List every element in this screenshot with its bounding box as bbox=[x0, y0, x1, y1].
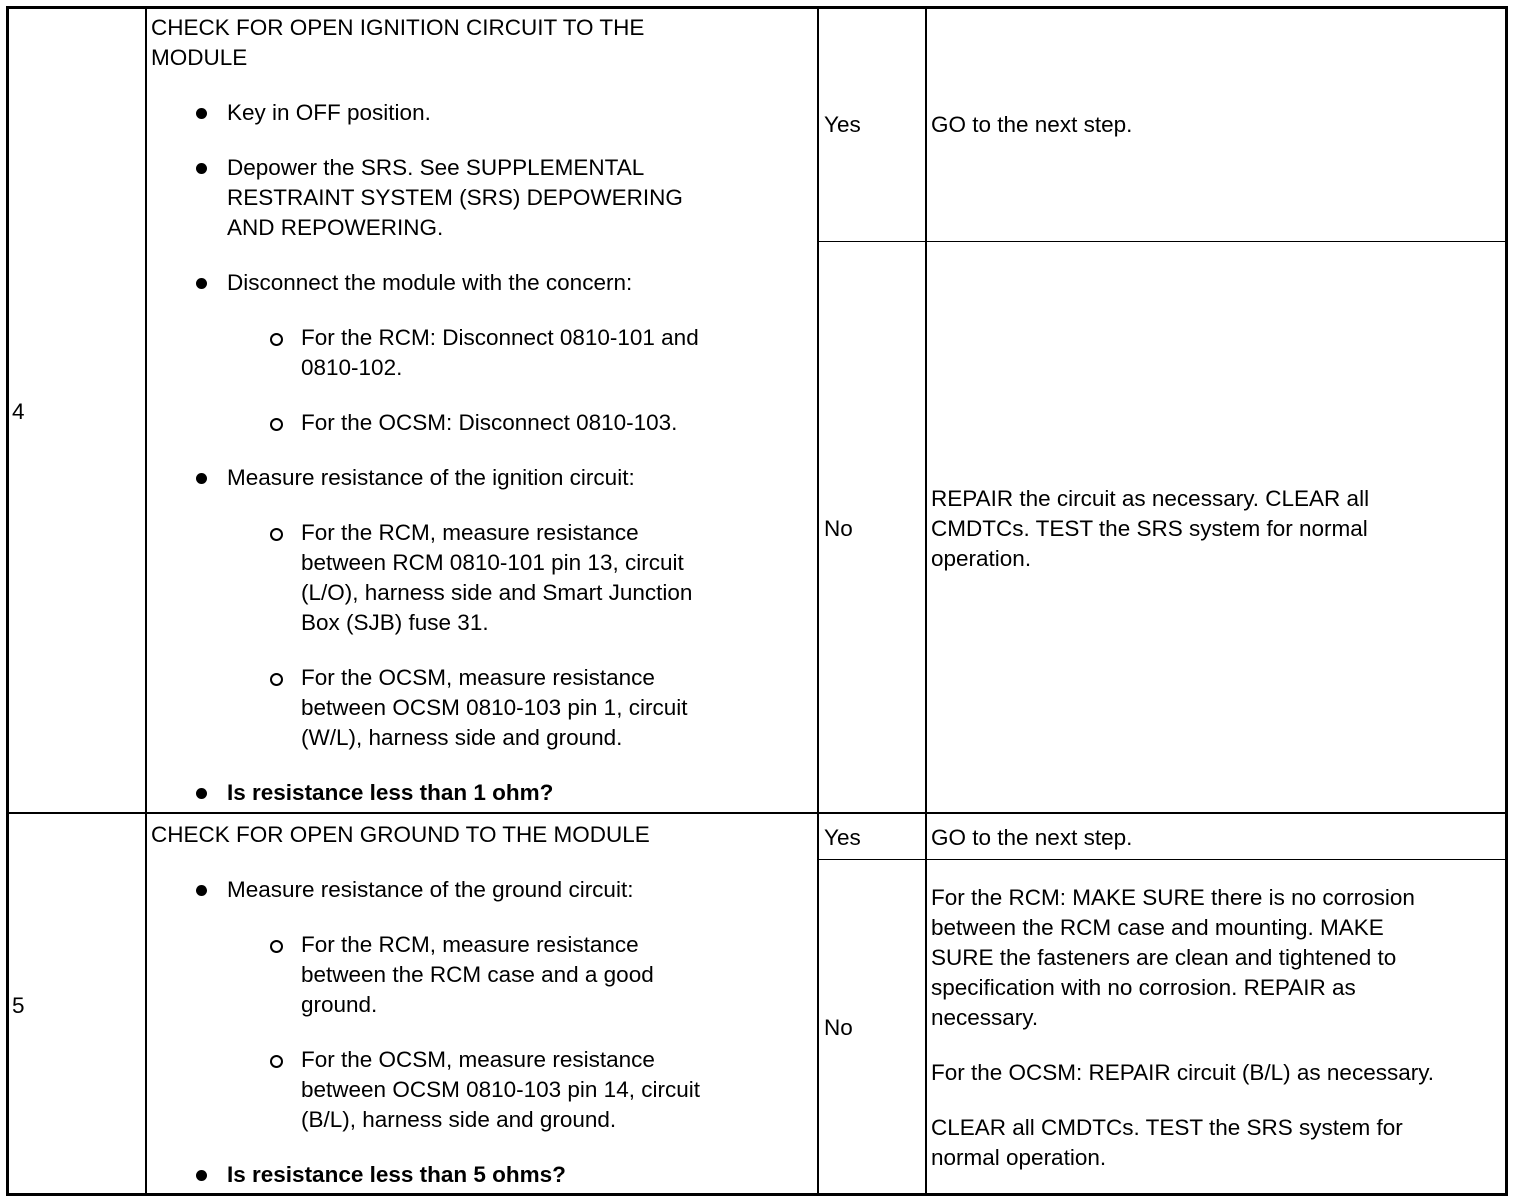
instruction-text: RESTRAINT SYSTEM (SRS) DEPOWERING bbox=[227, 185, 683, 210]
instruction-text: For the RCM, measure resistance bbox=[301, 932, 639, 957]
bullet-icon bbox=[196, 1170, 207, 1181]
instruction-text: between the RCM case and a good bbox=[301, 962, 654, 987]
step-number: 4 bbox=[12, 399, 25, 424]
no-action: For the OCSM: REPAIR circuit (B/L) as necessary. bbox=[931, 1060, 1435, 1085]
no-action: CMDTCs. TEST the SRS system for normal bbox=[931, 516, 1368, 541]
sub-bullet-icon bbox=[270, 528, 283, 541]
column-divider-step bbox=[145, 6, 147, 1196]
bullet-icon bbox=[196, 788, 207, 799]
sub-bullet-icon bbox=[270, 1055, 283, 1068]
bullet-icon bbox=[196, 108, 207, 119]
bullet-icon bbox=[196, 163, 207, 174]
instruction-text: Key in OFF position. bbox=[227, 100, 431, 125]
row-divider-step-5-yes-no bbox=[818, 859, 1506, 860]
instruction-text: For the RCM: Disconnect 0810-101 and bbox=[301, 325, 699, 350]
instruction-text: (W/L), harness side and ground. bbox=[301, 725, 623, 750]
no-action: between the RCM case and mounting. MAKE bbox=[931, 915, 1384, 940]
no-action: normal operation. bbox=[931, 1145, 1107, 1170]
step-number: 5 bbox=[12, 993, 25, 1018]
instruction-text: For the OCSM, measure resistance bbox=[301, 665, 655, 690]
no-label: No bbox=[824, 516, 853, 541]
no-action: CLEAR all CMDTCs. TEST the SRS system for bbox=[931, 1115, 1403, 1140]
no-label: No bbox=[824, 1015, 853, 1040]
instruction-text: Measure resistance of the ground circuit: bbox=[227, 877, 634, 902]
instruction-text: Depower the SRS. See SUPPLEMENTAL bbox=[227, 155, 645, 180]
step-title-line: MODULE bbox=[151, 45, 248, 70]
instruction-text: (L/O), harness side and Smart Junction bbox=[301, 580, 693, 605]
instruction-text: Box (SJB) fuse 31. bbox=[301, 610, 489, 635]
question-text: Is resistance less than 5 ohms? bbox=[227, 1162, 566, 1187]
sub-bullet-icon bbox=[270, 333, 283, 346]
instruction-text: For the OCSM, measure resistance bbox=[301, 1047, 655, 1072]
row-divider-step-4-yes-no bbox=[818, 241, 1506, 242]
bullet-icon bbox=[196, 278, 207, 289]
step-title-line: CHECK FOR OPEN IGNITION CIRCUIT TO THE bbox=[151, 15, 645, 40]
instruction-text: Disconnect the module with the concern: bbox=[227, 270, 633, 295]
instruction-text: Measure resistance of the ignition circuit: bbox=[227, 465, 635, 490]
no-action: For the RCM: MAKE SURE there is no corrosion bbox=[931, 885, 1415, 910]
no-action: specification with no corrosion. REPAIR as bbox=[931, 975, 1356, 1000]
instruction-text: between OCSM 0810-103 pin 14, circuit bbox=[301, 1077, 700, 1102]
step-title: CHECK FOR OPEN GROUND TO THE MODULE bbox=[151, 822, 650, 847]
question-text: Is resistance less than 1 ohm? bbox=[227, 780, 554, 805]
sub-bullet-icon bbox=[270, 673, 283, 686]
yes-label: Yes bbox=[824, 112, 861, 137]
instruction-text: For the RCM, measure resistance bbox=[301, 520, 639, 545]
column-divider-result bbox=[925, 6, 927, 1196]
yes-label: Yes bbox=[824, 825, 861, 850]
bullet-icon bbox=[196, 885, 207, 896]
instruction-text: AND REPOWERING. bbox=[227, 215, 444, 240]
instruction-text: 0810-102. bbox=[301, 355, 403, 380]
yes-action: GO to the next step. bbox=[931, 825, 1133, 850]
instruction-text: (B/L), harness side and ground. bbox=[301, 1107, 617, 1132]
row-divider-steps bbox=[6, 812, 1508, 814]
no-action: necessary. bbox=[931, 1005, 1039, 1030]
instruction-text: between OCSM 0810-103 pin 1, circuit bbox=[301, 695, 688, 720]
instruction-text: ground. bbox=[301, 992, 378, 1017]
instruction-text: between RCM 0810-101 pin 13, circuit bbox=[301, 550, 684, 575]
bullet-icon bbox=[196, 473, 207, 484]
sub-bullet-icon bbox=[270, 418, 283, 431]
sub-bullet-icon bbox=[270, 940, 283, 953]
column-divider-action bbox=[817, 6, 819, 1196]
yes-action: GO to the next step. bbox=[931, 112, 1133, 137]
no-action: SURE the fasteners are clean and tightened to bbox=[931, 945, 1397, 970]
no-action: operation. bbox=[931, 546, 1032, 571]
no-action: REPAIR the circuit as necessary. CLEAR all bbox=[931, 486, 1370, 511]
instruction-text: For the OCSM: Disconnect 0810-103. bbox=[301, 410, 678, 435]
